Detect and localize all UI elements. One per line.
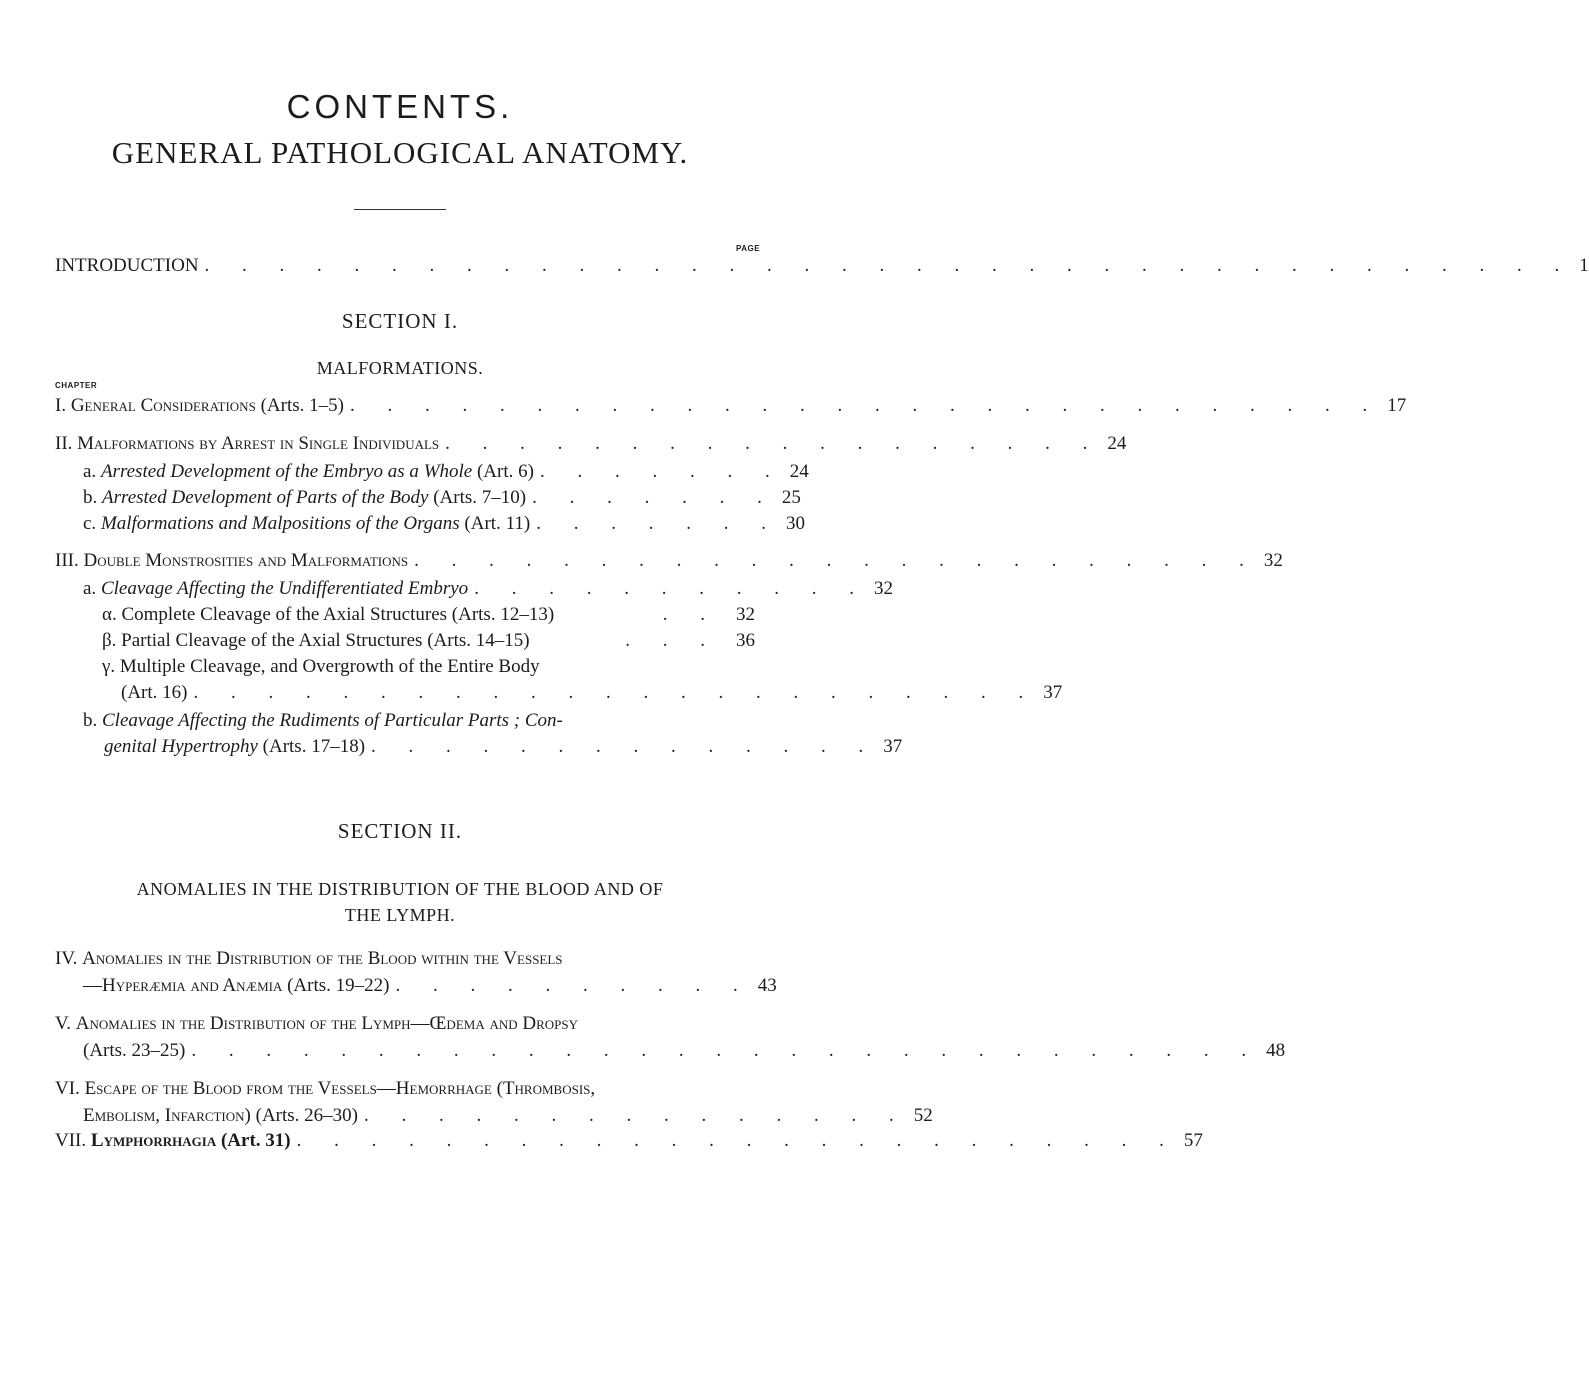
chapter-arts: (Arts. 19–22) xyxy=(287,975,390,996)
toc-entry-3b[interactable] xyxy=(83,708,755,734)
leader-dots: . . . . . . . xyxy=(539,461,784,482)
book-title: GENERAL PATHOLOGICAL ANATOMY. xyxy=(111,135,689,170)
title-rule xyxy=(354,209,446,210)
entry-title: Complete Cleavage of the Axial Structures (Arts. 12–13) xyxy=(121,604,555,625)
entry-letter: b. xyxy=(83,487,98,508)
chapter-arts: (Arts. 1–5) xyxy=(260,395,344,416)
leader-dots: . . . . . . . . . . . . . . . . . . . . . . . xyxy=(414,550,1258,571)
chapter-title: Anomalies in the Distribution of the Blood within the Vessels xyxy=(82,948,563,969)
entry-page: 32 xyxy=(736,604,755,625)
chapter-column-label: CHAPTER xyxy=(55,381,98,390)
toc-entry-chapter-6-cont[interactable] xyxy=(83,1103,933,1129)
entry-title: Arrested Development of Parts of the Body xyxy=(102,487,429,508)
leader-dots: . . . . . . . xyxy=(532,487,776,508)
section-title: SECTION II. xyxy=(337,819,463,843)
chapter-arts: (Arts. 23–25) xyxy=(83,1040,186,1061)
toc-entry-3a-gamma[interactable] xyxy=(102,654,755,680)
entry-page: 48 xyxy=(1266,1040,1286,1061)
leader-dots: . . . . . . . . . . . xyxy=(474,578,868,599)
leader-dots: . . . . . . . . . . xyxy=(395,975,752,996)
leader-dots: . . . . . . . . . . . . . . xyxy=(371,736,878,757)
contents-heading: CONTENTS. xyxy=(286,88,514,125)
toc-entry-3a[interactable] xyxy=(83,576,893,602)
entry-page: 24 xyxy=(789,461,809,482)
toc-entry-chapter-2[interactable] xyxy=(55,431,1127,457)
section-subtitle: ANOMALIES IN THE DISTRIBUTION OF THE BLOOD AND OF xyxy=(136,879,664,899)
toc-entry-2a[interactable] xyxy=(83,459,809,485)
entry-letter: c. xyxy=(83,513,97,534)
entry-letter: a. xyxy=(83,461,97,482)
toc-entry-chapter-1[interactable] xyxy=(55,393,1407,419)
toc-entry-chapter-4-cont[interactable] xyxy=(83,973,777,999)
entry-title: Cleavage Affecting the Undifferentiated Embryo xyxy=(100,578,469,599)
entry-title-cont: genital Hypertrophy xyxy=(104,736,258,757)
toc-entry-3a-gamma-cont[interactable] xyxy=(121,680,1063,706)
entry-page: 37 xyxy=(883,736,903,757)
toc-entry-chapter-6[interactable] xyxy=(55,1076,755,1102)
entry-page: 52 xyxy=(913,1105,933,1126)
entry-page: 32 xyxy=(1263,550,1283,571)
section-subtitle: MALFORMATIONS. xyxy=(316,358,484,378)
entry-page: 57 xyxy=(1183,1130,1203,1151)
toc-entry-3a-alpha[interactable] xyxy=(102,602,755,628)
section-title: SECTION I. xyxy=(341,309,459,333)
entry-arts: (Art. 16) xyxy=(121,682,188,703)
chapter-number: II. xyxy=(55,433,73,454)
chapter-title: Double Monstrosities and Malformations xyxy=(83,550,409,571)
chapter-title-cont: Embolism, Infarction) xyxy=(83,1105,251,1126)
chapter-title: Escape of the Blood from the Vessels—Hemorrhage (Thrombosis, xyxy=(84,1078,596,1099)
leader-dots: . . . . . . . . . . . . . . . xyxy=(364,1105,908,1126)
chapter-title-cont: —Hyperæmia and Anæmia xyxy=(83,975,283,996)
section-subtitle-cont: THE LYMPH. xyxy=(344,905,456,925)
chapter-number: VII. xyxy=(55,1130,87,1151)
entry-letter: a. xyxy=(83,578,97,599)
chapter-number: I. xyxy=(55,395,67,416)
leader-dots: . . . . . . . . . . . . . . . . . . . . . . . xyxy=(193,682,1038,703)
entry-arts: (Arts. 17–18) xyxy=(262,736,366,757)
page-column-label: PAGE xyxy=(736,244,761,253)
entry-title: Arrested Development of the Embryo as a xyxy=(100,461,419,482)
toc-entry-2c[interactable] xyxy=(83,511,805,537)
entry-letter: b. xyxy=(83,710,98,731)
toc-entry-chapter-5[interactable] xyxy=(55,1011,755,1037)
chapter-number: VI. xyxy=(55,1078,80,1099)
entry-title: Partial Cleavage of the Axial Structures (Arts. 14–15) xyxy=(121,630,530,651)
entry-title-cont: Whole xyxy=(423,461,473,482)
toc-entry-chapter-4[interactable] xyxy=(55,946,755,972)
leader-dots: . . . . . . . . . . . . . . . . . . . . . . . . xyxy=(296,1130,1178,1151)
leader-dots: . . . . . . . . . . . . . . . . . . . . . . . . . . . . xyxy=(349,395,1382,416)
entry-arts: (Art. 6) xyxy=(476,461,534,482)
chapter-title: Malformations by Arrest in Single Individuals xyxy=(77,433,440,454)
leader-dots: . . . . . . . . . . . . . . . . . . xyxy=(445,433,1102,454)
entry-page: 36 xyxy=(736,630,755,651)
entry-letter: α. xyxy=(102,604,117,625)
chapter-title: Anomalies in the Distribution of the Lymph—Œdema and Dropsy xyxy=(75,1013,579,1034)
leader-dots: . . xyxy=(662,604,719,625)
entry-letter: β. xyxy=(102,630,117,651)
chapter-number: IV. xyxy=(55,948,78,969)
entry-page: 24 xyxy=(1107,433,1127,454)
entry-title: INTRODUCTION xyxy=(55,255,199,276)
entry-page: 32 xyxy=(873,578,893,599)
toc-entry-2b[interactable] xyxy=(83,485,801,511)
toc-entry-introduction[interactable] xyxy=(55,253,1589,279)
toc-entry-chapter-7[interactable] xyxy=(55,1128,1203,1154)
leader-dots: . . . xyxy=(625,630,719,651)
toc-entry-3a-beta[interactable] xyxy=(102,628,755,654)
entry-arts: (Art. 11) xyxy=(464,513,531,534)
chapter-number: V. xyxy=(55,1013,72,1034)
chapter-arts: (Arts. 26–30) xyxy=(255,1105,359,1126)
entry-page: 25 xyxy=(781,487,801,508)
entry-title: Malformations and Malpositions of the Organs xyxy=(100,513,460,534)
entry-page: 1 xyxy=(1579,255,1589,276)
chapter-title: General Considerations xyxy=(70,395,256,416)
chapter-title: Lymphorrhagia xyxy=(90,1130,217,1151)
entry-title: Cleavage Affecting the Rudiments of Particular Parts ; Con- xyxy=(102,710,563,731)
leader-dots: . . . . . . . xyxy=(536,513,780,534)
toc-entry-3b-cont[interactable] xyxy=(104,734,903,760)
entry-page: 43 xyxy=(757,975,777,996)
entry-title: Multiple Cleavage, and Overgrowth of the Entire Body xyxy=(119,656,540,677)
leader-dots: . . . . . . . . . . . . . . . . . . . . . . . . . . . . . . . . . . . . . xyxy=(204,255,1574,276)
entry-page: 30 xyxy=(785,513,805,534)
toc-entry-chapter-5-cont[interactable] xyxy=(83,1038,1286,1064)
entry-page: 17 xyxy=(1387,395,1407,416)
chapter-number: III. xyxy=(55,550,79,571)
toc-entry-chapter-3[interactable] xyxy=(55,548,1283,574)
entry-letter: γ. xyxy=(102,656,116,677)
chapter-arts: (Art. 31) xyxy=(220,1130,291,1151)
entry-arts: (Arts. 7–10) xyxy=(433,487,527,508)
entry-page: 37 xyxy=(1043,682,1063,703)
leader-dots: . . . . . . . . . . . . . . . . . . . . . . . . . . . . . xyxy=(191,1040,1261,1061)
